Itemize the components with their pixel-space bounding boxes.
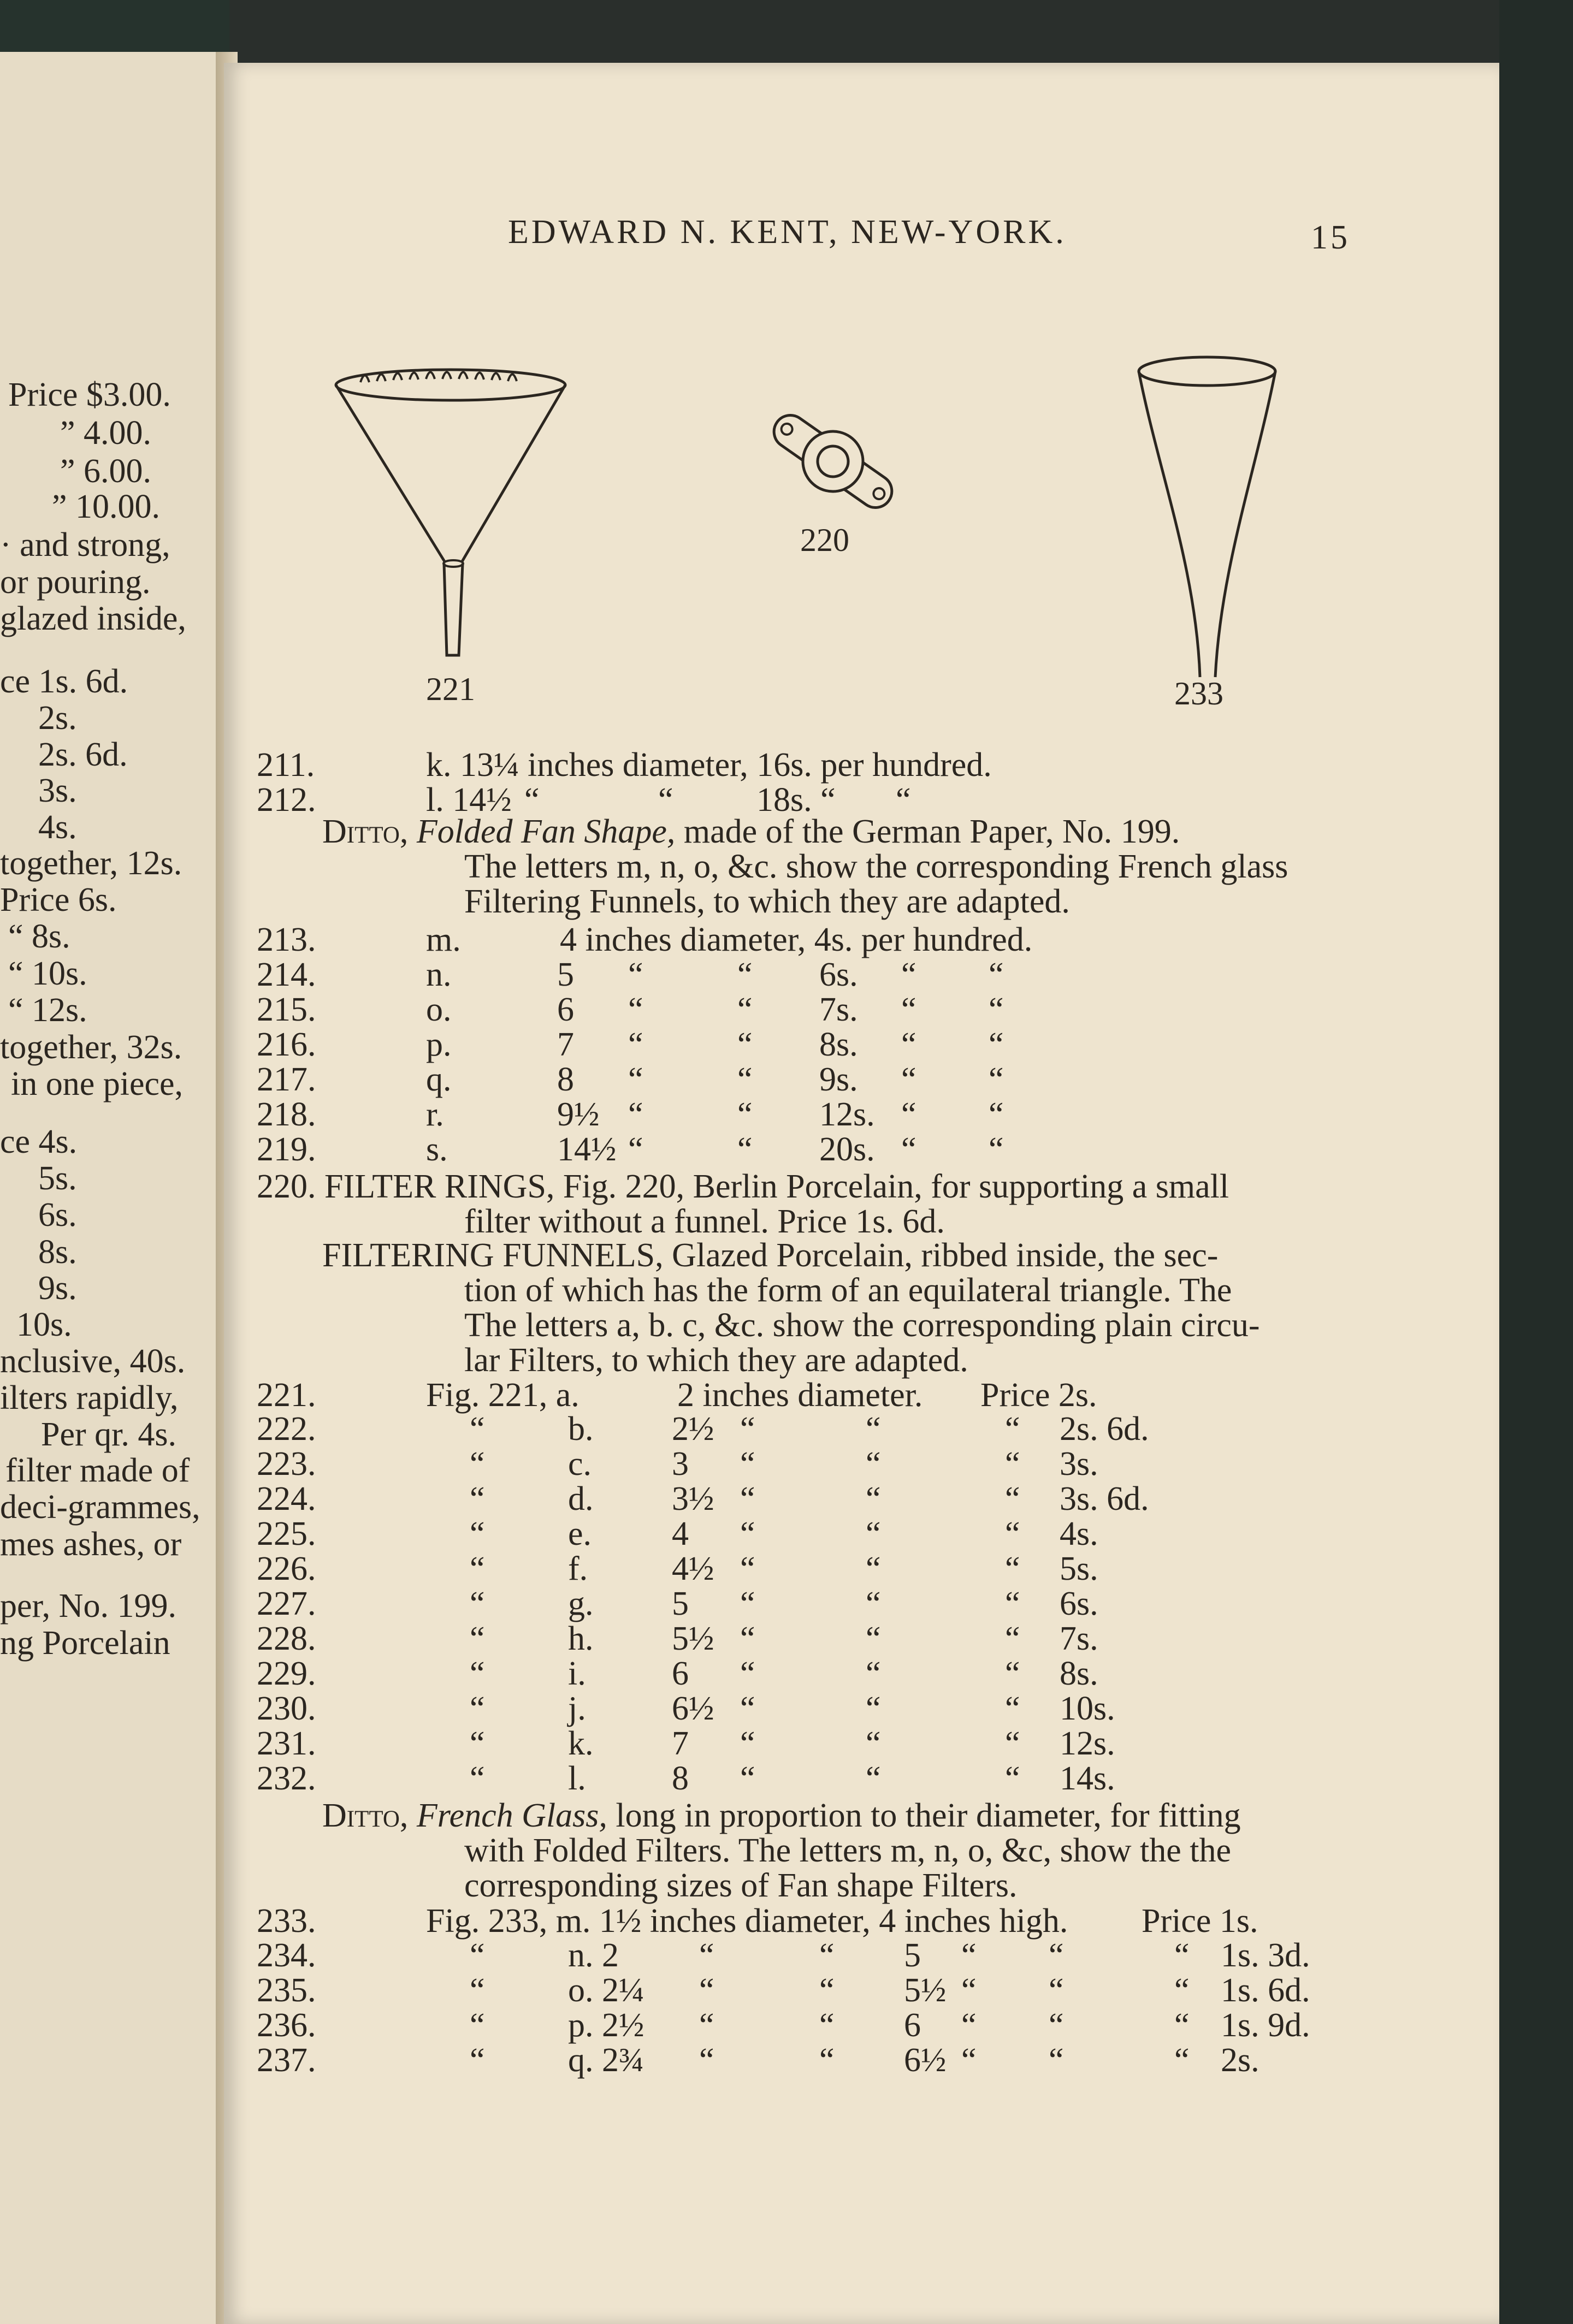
item-cell: “ [740, 1480, 755, 1517]
item-cell: 10s. [1060, 1690, 1115, 1727]
item-cell: “ [470, 1690, 485, 1727]
item-cell: “ [961, 1937, 977, 1974]
item-cell: 6 [904, 2007, 921, 2044]
item-cell: “ [901, 1026, 916, 1063]
item-cell: “ [628, 1061, 643, 1098]
item-cell: “ [1049, 2042, 1064, 2079]
item-cell: 6½ [904, 2042, 947, 2079]
item-cell: “ [866, 1655, 881, 1692]
item-cell: “ [737, 1061, 753, 1098]
item-cell: “ [737, 1096, 753, 1133]
book-edge [1499, 0, 1573, 2324]
item-number: 229. [257, 1655, 316, 1692]
item-cell: “ [866, 1620, 881, 1657]
item-cell: “ [901, 991, 916, 1028]
item-cell: 4½ [672, 1550, 714, 1587]
left-page-text-fragment: “ 8s. [8, 918, 70, 955]
item-cell: r. [426, 1096, 444, 1133]
item-cell: “ [470, 1620, 485, 1657]
item-cell: Price 2s. [980, 1377, 1097, 1414]
left-page-text-fragment: 9s. [38, 1270, 77, 1307]
item-cell: “ [628, 1026, 643, 1063]
item-number: 233. [257, 1902, 316, 1940]
item-cell: s. [426, 1131, 448, 1168]
left-page-text-fragment: 2s. 6d. [38, 736, 128, 773]
item-cell: “ [1005, 1445, 1020, 1483]
item-number: 218. [257, 1096, 316, 1133]
filter-rings-line: 220. FILTER RINGS, Fig. 220, Berlin Porcelain, for supporting a small [257, 1168, 1229, 1205]
left-page-text-fragment: ce 1s. 6d. [0, 663, 128, 700]
item-cell: “ [989, 1061, 1004, 1098]
item-cell: “ [989, 956, 1004, 993]
left-page-text-fragment: ” 4.00. [60, 414, 152, 452]
item-cell: 5 [672, 1585, 689, 1622]
item-cell: “ [1049, 1972, 1064, 2009]
item-cell: p. [426, 1026, 452, 1063]
left-page-text-fragment: ” 6.00. [60, 453, 152, 490]
item-cell: 6s. [1060, 1585, 1098, 1622]
left-page-text-fragment: Price $3.00. [8, 376, 171, 413]
item-cell: 7 [672, 1725, 689, 1762]
item-cell: “ [740, 1550, 755, 1587]
item-cell: “ [989, 1026, 1004, 1063]
left-page-text-fragment: Per qr. 4s. [41, 1416, 176, 1453]
item-number: 213. [257, 921, 316, 958]
filtering-funnels-line: lar Filters, to which they are adapted. [464, 1342, 968, 1379]
item-cell: 8s. [1060, 1655, 1098, 1692]
ditto-folded-fan [322, 814, 1180, 850]
item-cell: “ [699, 1937, 714, 1974]
item-cell: 9½ [557, 1096, 600, 1133]
item-cell: “ [740, 1445, 755, 1483]
item-cell: 5 [557, 956, 574, 993]
item-cell: “ [470, 2042, 485, 2079]
item-cell: “ [901, 1131, 916, 1168]
ditto-italic: Folded Fan Shape, [416, 813, 684, 850]
item-cell: n. [426, 956, 452, 993]
ditto-line: Filtering Funnels, to which they are adapted. [464, 883, 1070, 920]
left-page-text-fragment: together, 12s. [0, 845, 182, 882]
item-number: 227. [257, 1585, 316, 1622]
left-page-text-fragment: glazed inside, [0, 600, 186, 637]
item-cell: l. [568, 1760, 586, 1797]
item-cell: 7s. [1060, 1620, 1098, 1657]
item-cell: 14s. [1060, 1760, 1115, 1797]
item-cell: “ [1005, 1550, 1020, 1587]
item-cell: “ [989, 991, 1004, 1028]
item-description: 4 inches diameter, 4s. per hundred. [560, 921, 1033, 958]
item-cell: “ [740, 1620, 755, 1657]
item-cell: “ [896, 781, 911, 819]
item-cell: 5s. [1060, 1550, 1098, 1587]
ditto-lead: Ditto, [322, 813, 417, 850]
item-cell: “ [866, 1480, 881, 1517]
item-cell: 8 [557, 1061, 574, 1098]
item-cell: “ [470, 1725, 485, 1762]
item-cell: “ [740, 1760, 755, 1797]
item-cell: 1s. 9d. [1221, 2007, 1310, 2044]
item-number: 231. [257, 1725, 316, 1762]
ditto-line: corresponding sizes of Fan shape Filters. [464, 1867, 1018, 1904]
left-page-text-fragment: ilters rapidly, [0, 1379, 179, 1416]
item-number: 214. [257, 956, 316, 993]
item-number: 230. [257, 1690, 316, 1727]
item-cell: “ [470, 1972, 485, 2009]
glass-funnel-233-illustration [1125, 349, 1289, 683]
item-cell: “ [1049, 1937, 1064, 1974]
item-cell: “ [866, 1515, 881, 1552]
left-page-text-fragment: deci-grammes, [0, 1489, 200, 1526]
item-cell: 3½ [672, 1480, 714, 1517]
item-cell: “ [819, 2007, 835, 2044]
item-cell: “ [470, 1585, 485, 1622]
item-cell: “ [866, 1690, 881, 1727]
item-cell: “ [470, 1655, 485, 1692]
item-letter: m. [426, 921, 461, 958]
item-cell: “ [819, 1972, 835, 2009]
item-cell: n. 2 [568, 1937, 619, 1974]
item-cell: “ [470, 1480, 485, 1517]
item-number: 216. [257, 1026, 316, 1063]
item-cell: “ [740, 1690, 755, 1727]
item-cell: q. [426, 1061, 452, 1098]
left-page-text-fragment: in one piece, [11, 1065, 184, 1102]
ditto-italic: French Glass, [416, 1797, 616, 1834]
item-cell: “ [1005, 1585, 1020, 1622]
left-page-text-fragment: 3s. [38, 772, 77, 809]
item-cell: 6 [672, 1655, 689, 1692]
filtering-funnels-line: FILTERING FUNNELS, Glazed Porcelain, ribbed inside, the sec- [322, 1237, 1219, 1274]
item-cell: 2 inches diameter. [677, 1377, 923, 1414]
item-cell: “ [1005, 1690, 1020, 1727]
item-cell: i. [568, 1655, 586, 1692]
item-cell: Fig. 233, m. 1½ inches diameter, 4 inches high. [426, 1902, 1068, 1940]
left-page-text-fragment: 2s. [38, 699, 77, 737]
left-page-text-fragment: together, 32s. [0, 1029, 182, 1066]
item-cell: “ [901, 1061, 916, 1098]
item-cell: “ [1005, 1620, 1020, 1657]
item-number: 225. [257, 1515, 316, 1552]
item-cell: 1s. 3d. [1221, 1937, 1310, 1974]
item-number: 228. [257, 1620, 316, 1657]
item-cell: 2s. 6d. [1060, 1410, 1149, 1448]
item-cell: “ [740, 1655, 755, 1692]
item-number: 223. [257, 1445, 316, 1483]
item-cell: d. [568, 1480, 594, 1517]
left-page-text-fragment: nclusive, 40s. [0, 1343, 186, 1380]
item-cell: “ [1174, 1937, 1190, 1974]
item-cell: 14½ [557, 1131, 617, 1168]
item-cell: “ [1174, 1972, 1190, 2009]
item-number: 235. [257, 1972, 316, 2009]
item-cell: “ [1049, 2007, 1064, 2044]
item-cell: 9s. [819, 1061, 858, 1098]
item-cell: “ [901, 956, 916, 993]
item-cell: “ [737, 1131, 753, 1168]
ditto-rest: long in proportion to their diameter, for fitting [616, 1797, 1241, 1834]
item-cell: 6½ [672, 1690, 714, 1727]
item-cell: “ [737, 956, 753, 993]
item-cell: “ [628, 991, 643, 1028]
item-cell: “ [628, 1096, 643, 1133]
item-cell: 5½ [672, 1620, 714, 1657]
item-cell: “ [658, 781, 673, 819]
item-cell: 7s. [819, 991, 858, 1028]
item-cell: “ [866, 1725, 881, 1762]
item-cell: “ [866, 1445, 881, 1483]
item-cell: 5½ [904, 1972, 947, 2009]
item-cell: o. 2¼ [568, 1972, 644, 2009]
item-cell: “ [628, 956, 643, 993]
item-cell: 6s. [819, 956, 858, 993]
item-cell: “ [740, 1410, 755, 1448]
item-cell: “ [1005, 1480, 1020, 1517]
item-cell: “ [470, 1937, 485, 1974]
ditto-line: with Folded Filters. The letters m, n, o, &c, show the the [464, 1832, 1232, 1869]
item-number: 234. [257, 1937, 316, 1974]
item-cell: “ [866, 1585, 881, 1622]
item-cell: “ [1005, 1725, 1020, 1762]
item-cell: 2s. [1221, 2042, 1259, 2079]
left-page-text-fragment: 4s. [38, 809, 77, 846]
item-cell: “ [961, 2007, 977, 2044]
item-cell: Fig. 221, a. [426, 1377, 579, 1414]
item-cell: p. 2½ [568, 2007, 644, 2044]
item-cell: “ [901, 1096, 916, 1133]
item-cell: “ [628, 1131, 643, 1168]
left-page-text-fragment: 5s. [38, 1160, 77, 1197]
left-page-text-fragment: filter made of [5, 1452, 190, 1489]
filtering-funnels-line: The letters a, b. c, &c. show the corresponding plain circu- [464, 1307, 1260, 1344]
item-cell: 6 [557, 991, 574, 1028]
left-page-text-fragment: ” 10.00. [52, 488, 161, 525]
item-cell: “ [740, 1725, 755, 1762]
left-page-text-fragment: 6s. [38, 1196, 77, 1234]
item-cell: “ [699, 2042, 714, 2079]
item-cell: “ [470, 1550, 485, 1587]
item-cell: 4s. [1060, 1515, 1098, 1552]
item-cell: “ [866, 1410, 881, 1448]
left-page-text-fragment: 8s. [38, 1234, 77, 1271]
item-cell: h. [568, 1620, 594, 1657]
item-cell: “ [524, 781, 540, 819]
item-description: k. 13¼ inches diameter, 16s. per hundred. [426, 746, 992, 784]
item-cell: “ [737, 1026, 753, 1063]
figure-label-220: 220 [800, 522, 849, 558]
filter-ring-220-illustration [759, 393, 907, 530]
item-cell: “ [819, 2042, 835, 2079]
page-header-title: EDWARD N. KENT, NEW-YORK. [508, 214, 1067, 251]
item-cell: “ [1005, 1655, 1020, 1692]
ditto-french-glass [322, 1798, 1241, 1834]
left-page-text-fragment: “ 10s. [8, 955, 87, 992]
funnel-221-illustration [328, 360, 579, 666]
item-cell: “ [699, 2007, 714, 2044]
item-cell: “ [819, 1937, 835, 1974]
item-cell: q. 2¾ [568, 2042, 644, 2079]
item-cell: “ [470, 1445, 485, 1483]
item-cell: 3 [672, 1445, 689, 1483]
item-number: 212. [257, 781, 316, 819]
item-cell: 12s. [819, 1096, 875, 1133]
left-page-text-fragment: “ 12s. [8, 992, 87, 1029]
ditto-lead: Ditto, [322, 1797, 417, 1834]
left-page-text-fragment: or pouring. [0, 564, 151, 601]
item-cell: “ [737, 991, 753, 1028]
item-cell: “ [470, 1515, 485, 1552]
left-page-text-fragment: ng Porcelain [0, 1625, 170, 1662]
item-cell: 4 [672, 1515, 689, 1552]
page-number: 15 [1311, 219, 1350, 256]
item-number: 217. [257, 1061, 316, 1098]
item-cell: “ [470, 2007, 485, 2044]
item-cell: 8s. [819, 1026, 858, 1063]
item-cell: 20s. [819, 1131, 875, 1168]
item-cell: “ [1005, 1410, 1020, 1448]
item-cell: “ [989, 1131, 1004, 1168]
item-cell: o. [426, 991, 452, 1028]
item-cell: 1s. 6d. [1221, 1972, 1310, 2009]
item-number: 221. [257, 1377, 316, 1414]
left-page-text-fragment: 10s. [16, 1306, 72, 1343]
item-cell: l. 14½ [426, 781, 512, 819]
item-cell: “ [1005, 1760, 1020, 1797]
left-page-text-fragment: mes ashes, or [0, 1526, 182, 1563]
ditto-rest: made of the German Paper, No. 199. [683, 813, 1180, 850]
item-number: 211. [257, 746, 315, 784]
item-cell: 18s. “ [756, 781, 836, 819]
figure-label-233: 233 [1174, 675, 1223, 712]
item-cell: 3s. 6d. [1060, 1480, 1149, 1517]
item-number: 236. [257, 2007, 316, 2044]
item-number: 232. [257, 1760, 316, 1797]
item-cell: “ [470, 1410, 485, 1448]
item-cell: “ [1174, 2007, 1190, 2044]
item-cell: k. [568, 1725, 594, 1762]
item-cell: “ [1005, 1515, 1020, 1552]
filtering-funnels-line: tion of which has the form of an equilateral triangle. The [464, 1272, 1232, 1309]
item-cell: e. [568, 1515, 592, 1552]
item-cell: “ [866, 1550, 881, 1587]
item-cell: g. [568, 1585, 594, 1622]
item-cell: “ [989, 1096, 1004, 1133]
left-page [0, 52, 235, 2324]
item-number: 215. [257, 991, 316, 1028]
item-cell: “ [866, 1760, 881, 1797]
item-cell: “ [740, 1585, 755, 1622]
left-page-text-fragment: Price 6s. [0, 881, 117, 918]
item-cell: “ [961, 2042, 977, 2079]
item-cell: “ [961, 1972, 977, 2009]
item-number: 222. [257, 1410, 316, 1448]
item-cell: “ [740, 1515, 755, 1552]
item-cell: 8 [672, 1760, 689, 1797]
item-cell: Price 1s. [1142, 1902, 1258, 1940]
item-number: 224. [257, 1480, 316, 1517]
item-cell: “ [470, 1760, 485, 1797]
figure-label-221: 221 [426, 671, 475, 707]
item-number: 237. [257, 2042, 316, 2079]
item-cell: 3s. [1060, 1445, 1098, 1483]
left-page-text-fragment: per, No. 199. [0, 1587, 176, 1625]
left-page-text-fragment: · and strong, [0, 526, 170, 564]
item-cell: 5 [904, 1937, 921, 1974]
item-cell: “ [1174, 2042, 1190, 2079]
item-cell: j. [568, 1690, 586, 1727]
filter-rings-line: filter without a funnel. Price 1s. 6d. [464, 1203, 945, 1240]
item-number: 226. [257, 1550, 316, 1587]
item-cell: b. [568, 1410, 594, 1448]
ditto-line: The letters m, n, o, &c. show the corresponding French glass [464, 848, 1288, 885]
item-number: 219. [257, 1131, 316, 1168]
item-cell: 2½ [672, 1410, 714, 1448]
item-cell: 7 [557, 1026, 574, 1063]
item-cell: f. [568, 1550, 588, 1587]
left-page-text-fragment: ce 4s. [0, 1123, 78, 1160]
item-cell: c. [568, 1445, 592, 1483]
item-cell: 12s. [1060, 1725, 1115, 1762]
item-cell: “ [699, 1972, 714, 2009]
